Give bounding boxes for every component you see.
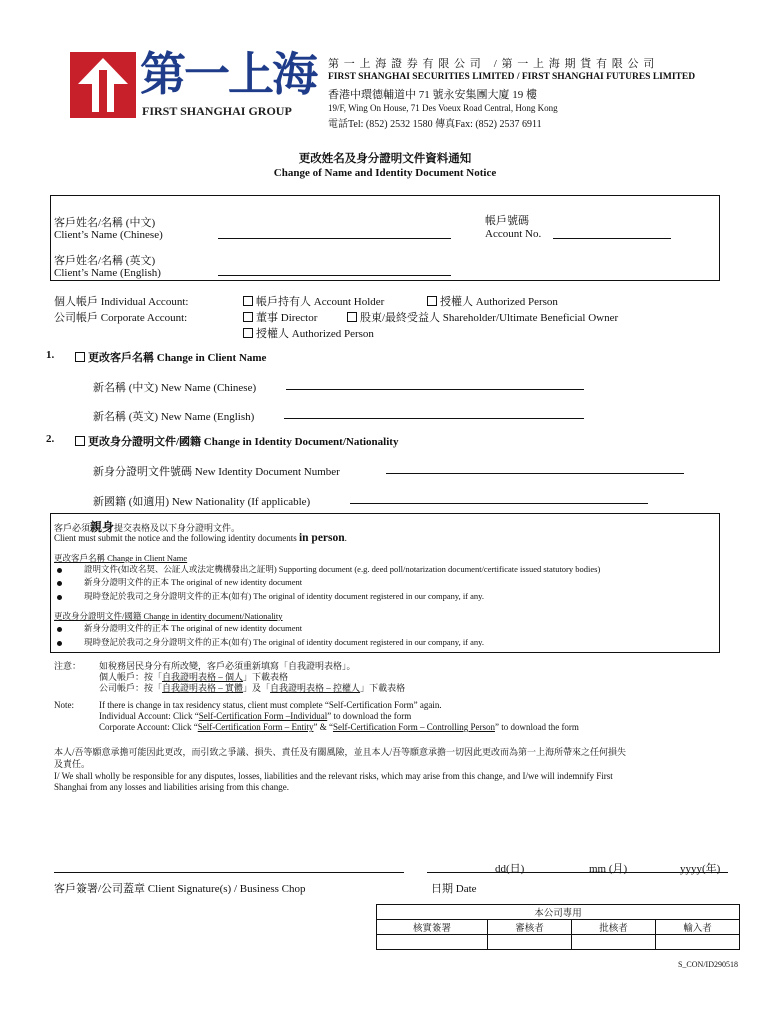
- sub1-item-text: 現時登記於我司之身分證明文件的正本(如有) The original of identity document registered in our company, if any.: [84, 591, 484, 601]
- signature-label: 客戶簽署/公司蓋章 Client Signature(s) / Business Chop: [54, 883, 306, 895]
- checkbox-icon[interactable]: [243, 328, 253, 338]
- checkbox-icon[interactable]: [75, 352, 85, 362]
- logo-mark-icon: [70, 52, 136, 118]
- self-cert-entity-link-cn[interactable]: 自我證明表格 – 實體: [162, 683, 244, 693]
- new-name-cn-label: 新名稱 (中文) New Name (Chinese): [93, 382, 257, 394]
- phone-fax: 電話Tel: (852) 2532 1580 傳真Fax: (852) 2537 6911: [328, 119, 542, 130]
- title-cn: 更改姓名及身分證明文件資料通知: [298, 153, 472, 165]
- office-use-cell[interactable]: [377, 935, 488, 950]
- new-id-field[interactable]: [386, 473, 684, 474]
- client-name-cn-field[interactable]: [218, 238, 451, 239]
- instruction-line-cn: 客戶必須親身提交表格及以下身分證明文件。: [54, 520, 241, 534]
- office-use-col: 核實簽署: [377, 920, 488, 935]
- new-name-cn-field[interactable]: [286, 389, 584, 390]
- checkbox-icon[interactable]: [427, 296, 437, 306]
- bullet-icon: [57, 581, 62, 586]
- account-no-label-cn: 帳戶號碼: [485, 215, 529, 227]
- new-name-en-label: 新名稱 (英文) New Name (English): [93, 411, 255, 423]
- new-name-en-field[interactable]: [284, 418, 584, 419]
- sub2-title: 更改身分證明文件/國籍 Change in identity document/Nationality: [54, 611, 283, 621]
- sub2-item: [57, 638, 62, 648]
- sub2-item: [57, 624, 62, 634]
- company-name-en: FIRST SHANGHAI SECURITIES LIMITED / FIRST SHANGHAI FUTURES LIMITED: [328, 72, 696, 82]
- section2-number: 2.: [46, 433, 55, 445]
- note-en-line3: Corporate Account: Click “Self-Certification Form – Entity” & “Self-Certification Form – Controlling Person” to download the form: [99, 722, 579, 732]
- new-nationality-label: 新國籍 (如適用) New Nationality (If applicable): [93, 496, 311, 508]
- note-en-line2: Individual Account: Click “Self-Certification Form –Individual” to download the form: [99, 711, 412, 721]
- checkbox-shareholder[interactable]: 股東/最終受益人 Shareholder/Ultimate Beneficial Owner: [347, 309, 618, 325]
- office-use-cell[interactable]: [572, 935, 656, 950]
- declaration-en-line1: I/ We shall wholly be responsible for any disputes, losses, liabilities and the relevant risks, which may arise from this change, and I/we will indemnify First: [54, 771, 613, 781]
- section1-title[interactable]: 更改客戶名稱 Change in Client Name: [75, 349, 266, 365]
- note-en-label: Note:: [54, 700, 74, 710]
- bullet-icon: [57, 627, 62, 632]
- company-name-cn: 第 一 上 海 證 券 有 限 公 司 / 第 一 上 海 期 貨 有 限 公 司: [328, 58, 656, 70]
- note-en-line1: If there is change in tax residency status, client must complete “Self-Certification Form” again.: [99, 700, 442, 710]
- company-logo: [70, 46, 316, 124]
- checkbox-icon[interactable]: [75, 436, 85, 446]
- checkbox-icon[interactable]: [347, 312, 357, 322]
- self-cert-individual-link-cn[interactable]: 自我證明表格 – 個人: [162, 672, 244, 682]
- sub2-item-text: 現時登記於我司之身分證明文件的正本(如有) The original of identity document registered in our company, if any.: [84, 637, 484, 647]
- bullet-icon: [57, 568, 62, 573]
- sub1-title: 更改客戶名稱 Change in Client Name: [54, 553, 188, 563]
- title-en: Change of Name and Identity Document Notice: [273, 167, 497, 179]
- address-en: 19/F, Wing On House, 71 Des Voeux Road Central, Hong Kong: [328, 103, 558, 113]
- date-yyyy: yyyy(年): [680, 863, 721, 875]
- new-id-label: 新身分證明文件號碼 New Identity Document Number: [93, 466, 340, 478]
- client-name-cn-label-en: Client’s Name (Chinese): [54, 229, 163, 241]
- sub1-item: [57, 592, 62, 602]
- sub1-item-text: 證明文件(如改名契、公証人或法定機構發出之証明) Supporting document (e.g. deed poll/notarization document/certificate issued statutory bodies): [84, 564, 601, 574]
- date-dd: dd(日): [495, 863, 525, 875]
- self-cert-controlling-person-link-cn[interactable]: 自我證明表格 – 控權人: [270, 683, 361, 693]
- note-cn-line2: 個人帳戶：按「自我證明表格 – 個人」下載表格: [99, 672, 289, 682]
- client-name-en-field[interactable]: [218, 275, 451, 276]
- self-cert-controlling-person-link-en[interactable]: Self-Certification Form – Controlling Person: [332, 722, 495, 732]
- checkbox-authorized-person[interactable]: 授權人 Authorized Person: [427, 293, 558, 309]
- declaration-cn-line1: 本人/吾等願意承擔可能因此更改，而引致之爭議、損失、責任及有關風險，並且本人/吾等願意承擔一切因此更改而為第一上海所帶來之任何損失: [54, 747, 627, 757]
- office-use-cell[interactable]: [655, 935, 739, 950]
- logo-name-cn: 第一上海: [140, 47, 316, 101]
- new-nationality-field[interactable]: [350, 503, 648, 504]
- section2-title[interactable]: 更改身分證明文件/國籍 Change in Identity Document/Nationality: [75, 433, 398, 449]
- note-cn-label: 注意：: [54, 661, 82, 671]
- checkbox-authorized-person-corporate[interactable]: 授權人 Authorized Person: [243, 325, 374, 341]
- account-no-field[interactable]: [553, 238, 671, 239]
- office-use-table: [376, 904, 740, 950]
- self-cert-entity-link-en[interactable]: Self-Certification Form – Entity: [197, 722, 314, 732]
- logo-name-en: FIRST SHANGHAI GROUP: [142, 104, 292, 118]
- client-name-cn-label: 客戶姓名/名稱 (中文): [54, 217, 156, 229]
- sub1-item: [57, 578, 62, 588]
- office-use-col: 批核者: [572, 920, 656, 935]
- individual-account-label: 個人帳戶 Individual Account:: [54, 296, 189, 308]
- checkbox-director[interactable]: 董事 Director: [243, 309, 317, 325]
- office-use-col: 輸入者: [655, 920, 739, 935]
- note-cn-line3: 公司帳戶：按「自我證明表格 – 實體」及「自我證明表格 – 控權人」下載表格: [99, 683, 406, 693]
- note-cn-line1: 如稅務居民身分有所改變，客戶必須重新填寫「自我證明表格」。: [99, 661, 356, 671]
- sub1-item: [57, 565, 62, 575]
- office-use-cell[interactable]: [488, 935, 572, 950]
- declaration-cn-line2: 及責任。: [54, 759, 91, 769]
- office-use-col: 審核者: [488, 920, 572, 935]
- checkbox-icon[interactable]: [243, 296, 253, 306]
- date-mm: mm (月): [589, 863, 628, 875]
- instruction-line-en: Client must submit the notice and the following identity documents in person.: [54, 532, 347, 544]
- account-no-label-en: Account No.: [485, 228, 542, 240]
- signature-field[interactable]: [54, 872, 404, 873]
- form-code: S_CON/ID290518: [677, 960, 738, 969]
- bullet-icon: [57, 595, 62, 600]
- sub1-item-text: 新身分證明文件的正本 The original of new identity document: [84, 577, 303, 587]
- sub2-item-text: 新身分證明文件的正本 The original of new identity document: [84, 623, 303, 633]
- checkbox-account-holder[interactable]: 帳戶持有人 Account Holder: [243, 293, 384, 309]
- office-use-title: 本公司專用: [377, 905, 740, 920]
- declaration-en-line2: Shanghai from any losses and liabilities arising from this change.: [54, 782, 289, 792]
- bullet-icon: [57, 641, 62, 646]
- section1-number: 1.: [46, 349, 55, 361]
- client-name-en-label-en: Client’s Name (English): [54, 267, 161, 279]
- date-label: 日期 Date: [431, 883, 477, 895]
- checkbox-icon[interactable]: [243, 312, 253, 322]
- address-cn: 香港中環德輔道中 71 號永安集團大廈 19 樓: [328, 89, 537, 101]
- self-cert-individual-link-en[interactable]: Self-Certification Form –Individual: [198, 711, 328, 721]
- corporate-account-label: 公司帳戶 Corporate Account:: [54, 312, 188, 324]
- client-name-en-label: 客戶姓名/名稱 (英文): [54, 255, 156, 267]
